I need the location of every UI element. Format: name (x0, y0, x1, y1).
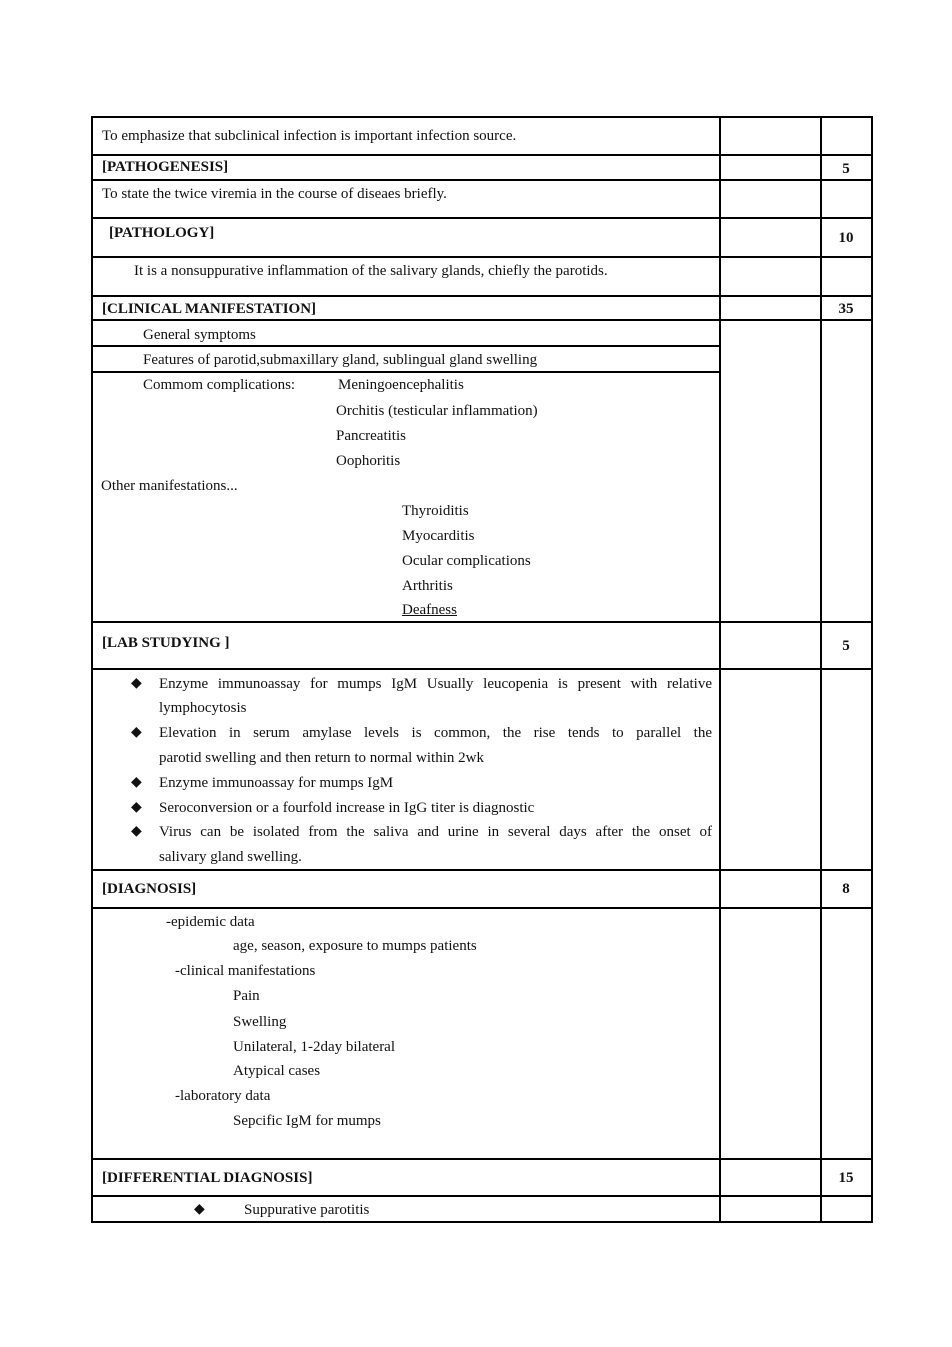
intro-text: To emphasize that subclinical infection is important infection source. (102, 128, 517, 144)
black-diamond-icon: ◆ (194, 1202, 205, 1217)
black-diamond-icon: ◆ (131, 824, 142, 839)
row-line (91, 179, 873, 181)
score-pathology: 10 (838, 230, 854, 246)
lab-item-line: lymphocytosis (159, 700, 247, 716)
section-title-pathology: [PATHOLOGY] (109, 225, 215, 241)
row-line (91, 621, 873, 623)
complication-item: Orchitis (testicular inflammation) (336, 403, 538, 419)
lab-item-line: Seroconversion or a fourfold increase in IgG titer is diagnostic (159, 800, 535, 816)
row-line (91, 1195, 873, 1197)
section-title-differential: [DIFFERENTIAL DIAGNOSIS] (102, 1170, 313, 1186)
column-divider-1 (719, 116, 721, 1223)
other-manifestations-label: Other manifestations... (101, 478, 238, 494)
complications-label: Commom complications: (143, 377, 296, 393)
lab-item-line: Virus can be isolated from the saliva and urine in several days after the onset of (159, 824, 712, 840)
lab-item-line: Enzyme immunoassay for mumps IgM Usually leucopenia is present with relative (159, 676, 712, 692)
complication-item: Meningoencephalitis (338, 377, 464, 393)
score-differential: 15 (838, 1170, 854, 1186)
pathology-text: It is a nonsuppurative inflammation of the salivary glands, chiefly the parotids. (134, 263, 608, 279)
clinical-item: Unilateral, 1-2day bilateral (233, 1039, 396, 1055)
lab-item-line: Enzyme immunoassay for mumps IgM (159, 775, 394, 791)
row-line (91, 154, 873, 156)
row-line (91, 869, 873, 871)
black-diamond-icon: ◆ (131, 725, 142, 740)
row-line (91, 217, 873, 219)
complication-item: Pancreatitis (336, 428, 406, 444)
clinical-item: Atypical cases (233, 1063, 321, 1079)
row-line (91, 907, 873, 909)
epidemic-detail: age, season, exposure to mumps patients (233, 938, 477, 954)
other-item: Deafness (402, 602, 457, 618)
lab-item-line: parotid swelling and then return to normal within 2wk (159, 750, 484, 766)
row-line (91, 371, 720, 373)
section-title-diagnosis: [DIAGNOSIS] (102, 881, 197, 897)
row-line (91, 319, 873, 321)
score-pathogenesis: 5 (842, 161, 850, 177)
other-item: Thyroiditis (402, 503, 469, 519)
laboratory-label: -laboratory data (175, 1088, 271, 1104)
other-item: Arthritis (402, 578, 453, 594)
row-line (91, 295, 873, 297)
black-diamond-icon: ◆ (131, 800, 142, 815)
row-line (91, 345, 720, 347)
row-line (91, 1158, 873, 1160)
black-diamond-icon: ◆ (131, 775, 142, 790)
laboratory-detail: Sepcific IgM for mumps (233, 1113, 381, 1129)
score-lab: 5 (842, 638, 850, 654)
lab-item-line: Elevation in serum amylase levels is common, the rise tends to parallel the (159, 725, 712, 741)
epidemic-label: -epidemic data (166, 914, 255, 930)
section-title-clinical: [CLINICAL MANIFESTATION] (102, 301, 317, 317)
section-title-lab: [LAB STUDYING ] (102, 635, 230, 651)
table-border-right (871, 116, 873, 1223)
row-line (91, 1221, 873, 1223)
section-title-pathogenesis: [PATHOGENESIS] (102, 159, 229, 175)
row-line (91, 116, 873, 118)
score-diagnosis: 8 (842, 881, 850, 897)
score-clinical: 35 (838, 301, 854, 317)
general-symptoms: General symptoms (143, 327, 256, 343)
black-diamond-icon: ◆ (131, 676, 142, 691)
lab-item-line: salivary gland swelling. (159, 849, 302, 865)
features-text: Features of parotid,submaxillary gland, sublingual gland swelling (143, 352, 538, 368)
clinical-item: Swelling (233, 1014, 287, 1030)
clinical-label: -clinical manifestations (175, 963, 316, 979)
other-item: Myocarditis (402, 528, 475, 544)
row-line (91, 256, 873, 258)
table-border-left (91, 116, 93, 1223)
differential-item: Suppurative parotitis (244, 1202, 370, 1218)
clinical-item: Pain (233, 988, 260, 1004)
column-divider-2 (820, 116, 822, 1223)
pathogenesis-text: To state the twice viremia in the course of diseaes briefly. (102, 186, 447, 202)
other-item: Ocular complications (402, 553, 531, 569)
complication-item: Oophoritis (336, 453, 401, 469)
row-line (91, 668, 873, 670)
